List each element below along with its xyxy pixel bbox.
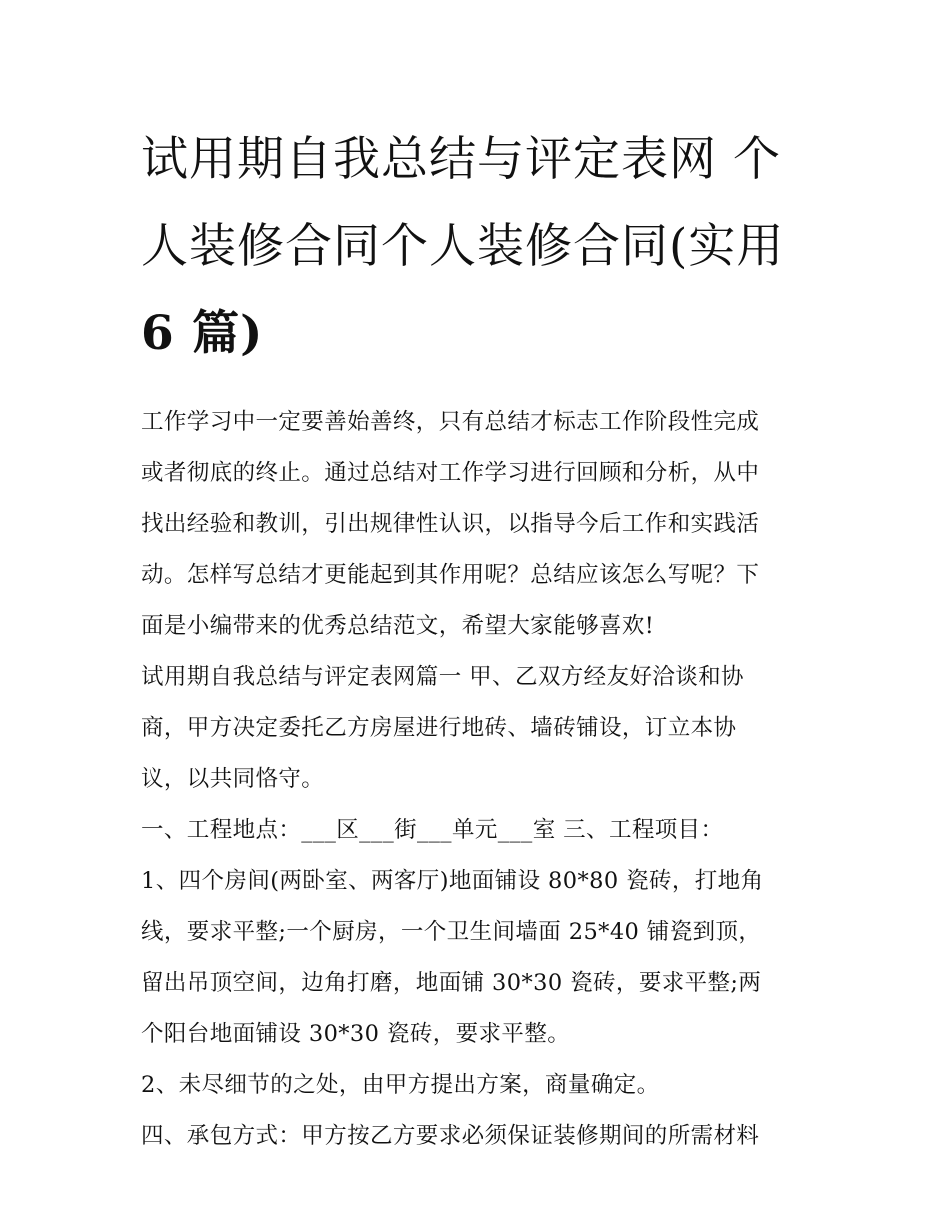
text-line: 动。怎样写总结才更能起到其作用呢？总结应该怎么写呢？下: [141, 562, 760, 588]
text-line: 1、四个房间(两卧室、两客厅)地面铺设 80*80 瓷砖，打地角: [141, 868, 764, 894]
text-line: 找出经验和教训，引出规律性认识，以指导今后工作和实践活: [141, 511, 760, 537]
document-page: [141, 116, 831, 1162]
text-line: 议，以共同恪守。: [141, 766, 325, 792]
text-line: 工作学习中一定要善始善终，只有总结才标志工作阶段性完成: [141, 409, 760, 435]
document-body: [141, 397, 831, 1162]
project-item-2-paragraph: [141, 1060, 831, 1111]
text-line: 试用期自我总结与评定表网篇一 甲、乙双方经友好洽谈和协: [141, 664, 744, 690]
title-line: 试用期自我总结与评定表网 个: [141, 132, 781, 187]
text-line: 或者彻底的终止。通过总结对工作学习进行回顾和分析，从中: [141, 460, 760, 486]
text-line: 商，甲方决定委托乙方房屋进行地砖、墙砖铺设，订立本协: [141, 715, 737, 741]
project-item-1-paragraph: [141, 856, 831, 1060]
title-line: 6 篇): [141, 306, 264, 361]
text-line: 线，要求平整;一个厨房，一个卫生间墙面 25*40 铺瓷到顶，: [141, 919, 762, 945]
contract-preamble-paragraph: [141, 652, 831, 805]
text-line: 2、未尽细节的之处，由甲方提出方案，商量确定。: [141, 1072, 660, 1098]
contract-method-paragraph: [141, 1111, 831, 1162]
text-line: 面是小编带来的优秀总结范文，希望大家能够喜欢!: [141, 613, 655, 639]
text-line: 一、工程地点：___区___街___单元___室 三、工程项目：: [141, 817, 724, 843]
text-line: 留出吊顶空间，边角打磨，地面铺 30*30 瓷砖，要求平整;两: [141, 970, 762, 996]
text-line: 四、承包方式：甲方按乙方要求必须保证装修期间的所需材料: [141, 1123, 760, 1149]
intro-paragraph: [141, 397, 831, 652]
project-location-paragraph: [141, 805, 831, 856]
title-line: 人装修合同个人装修合同(实用: [141, 219, 785, 274]
text-line: 个阳台地面铺设 30*30 瓷砖，要求平整。: [141, 1021, 571, 1047]
document-title: [141, 116, 831, 377]
